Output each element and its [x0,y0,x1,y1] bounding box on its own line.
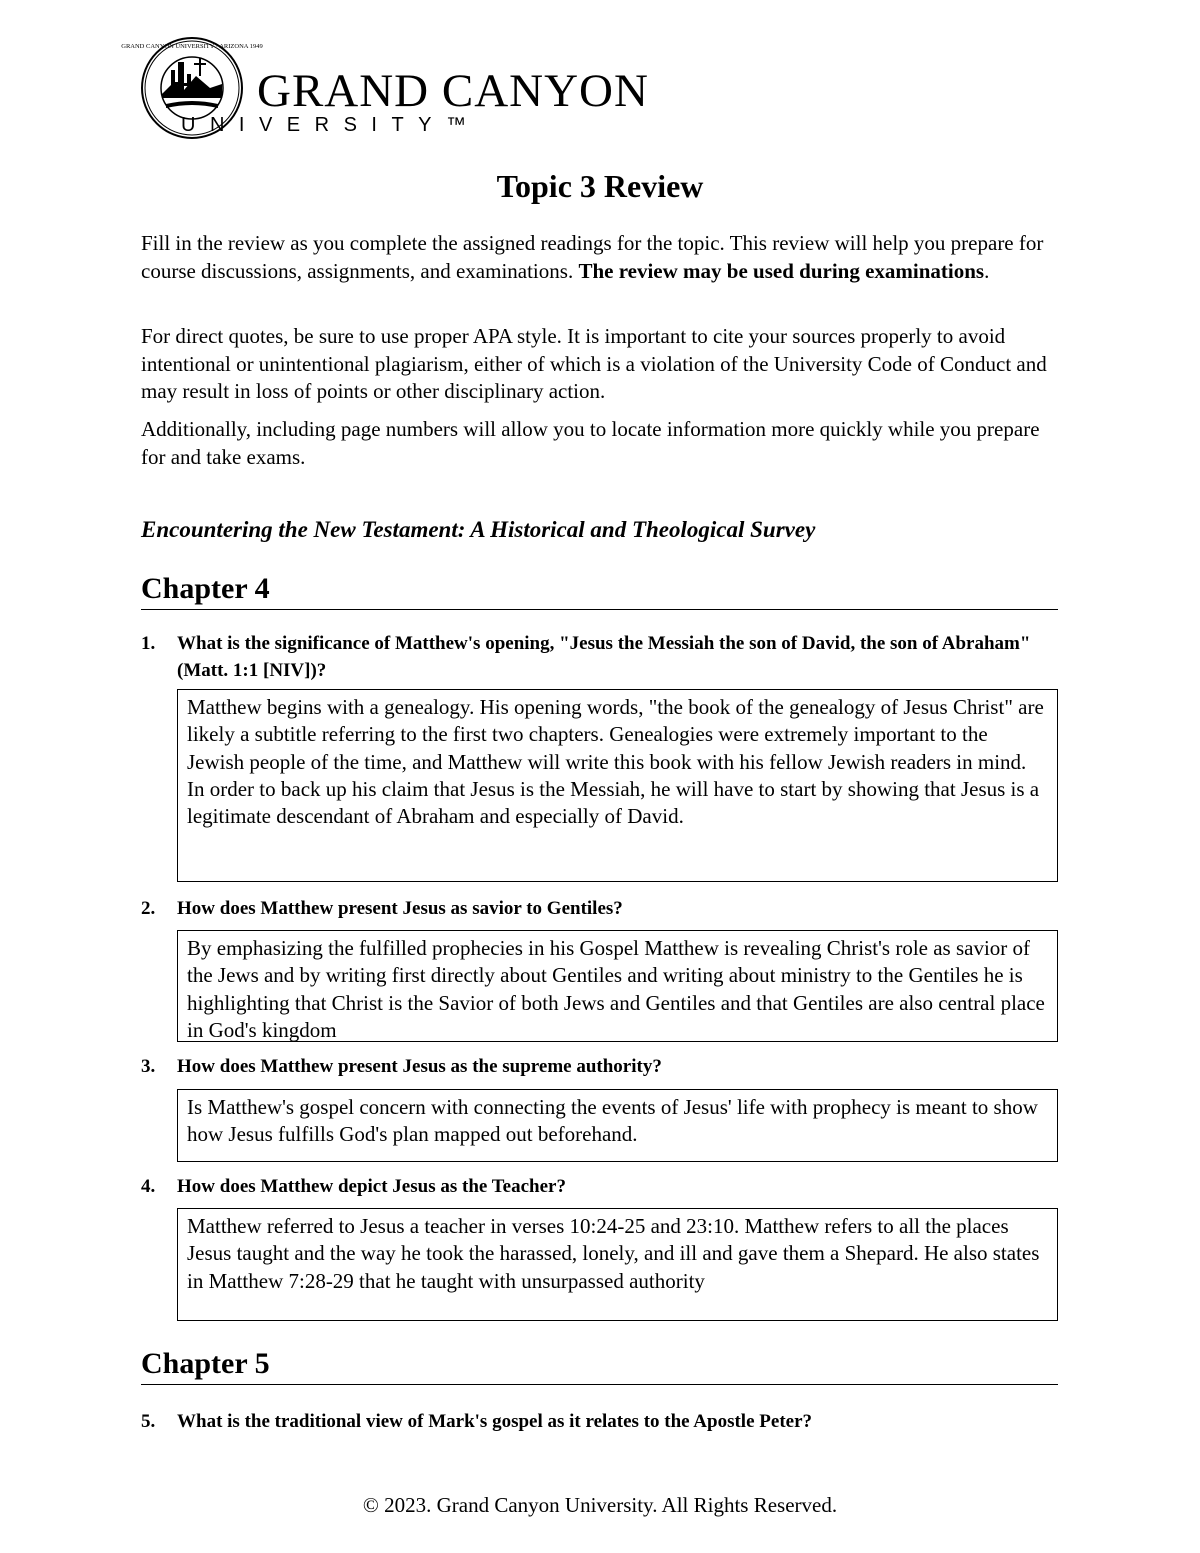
intro-paragraph-2: For direct quotes, be sure to use proper APA style. It is important to cite your sources properly to avoid intentional or unintentional plagiarism, either of which is a violation of the University Code of Conduct and may result in loss of points or other disciplinary action. [141,324,1047,403]
question-text: How does Matthew present Jesus as the supreme authority? [177,1056,662,1077]
chapter-heading: Chapter 4 [141,570,1058,610]
logo-name-line2: UNIVERSITY™ [181,114,481,136]
question-text: How does Matthew present Jesus as savior to Gentiles? [177,898,623,919]
question-number: 1. [141,633,156,654]
question-text: What is the traditional view of Mark's gospel as it relates to the Apostle Peter? [177,1411,813,1432]
book-title: Encountering the New Testament: A Historical and Theological Survey [141,517,816,542]
intro-bold-text: The review may be used during examinations [578,258,985,283]
answer-box[interactable]: Is Matthew's gospel concern with connecting the events of Jesus' life with prophecy is meant to show how Jesus fulfills God's plan mapped out beforehand. [177,1089,1058,1162]
logo-name-line1: GRAND CANYON [257,65,649,117]
question-text: What is the significance of Matthew's opening, "Jesus the Messiah the son of David, the son of Abraham" (Matt. 1:1 [NIV])? [177,633,1031,681]
intro-text: Fill in the review as you complete the assigned readings for the topic. This review will help you prepare for course discussions, assignments, and examinations. [141,231,1044,283]
question-number: 3. [141,1056,156,1077]
question-number: 2. [141,898,156,919]
intro-end: . [984,258,990,283]
question-number: 5. [141,1411,156,1432]
answer-box[interactable]: Matthew referred to Jesus a teacher in verses 10:24-25 and 23:10. Matthew refers to all the places Jesus taught and the way he took the harassed, lonely, and ill and gave them a Shepard. He also states in Matthew 7:28-29 that he taught with unsurpassed authority [177,1208,1058,1321]
question-number: 4. [141,1176,156,1197]
page-title: Topic 3 Review [496,168,704,204]
seal-text: GRAND CANYON UNIVERSITY · ARIZONA 1949 [121,43,263,50]
answer-box[interactable]: By emphasizing the fulfilled prophecies in his Gospel Matthew is revealing Christ's role as savior of the Jews and by writing first directly about Gentiles and writing about ministry to the Gentiles he is highlighting that Christ is the Savior of both Jews and Gentiles and that Gentiles are also central place in God's kingdom [177,930,1058,1042]
answer-box[interactable]: Matthew begins with a genealogy. His opening words, "the book of the genealogy of Jesus Christ" are likely a subtitle referring to the first two chapters. Genealogies were extremely important to the Jewish people of the time, and Matthew will write this book with his fellow Jewish readers in mind. In order to back up his claim that Jesus is the Messiah, he will have to start by showing that Jesus is a legitimate descendant of Abraham and especially of David. [177,689,1058,882]
chapter-heading: Chapter 5 [141,1345,1058,1385]
question-text: How does Matthew depict Jesus as the Teacher? [177,1176,566,1197]
intro-paragraph-3: Additionally, including page numbers will allow you to locate information more quickly while you prepare for and take exams. [141,417,1040,469]
copyright-footer: © 2023. Grand Canyon University. All Rights Reserved. [362,1493,838,1517]
intro-paragraph-1 [141,230,1066,285]
